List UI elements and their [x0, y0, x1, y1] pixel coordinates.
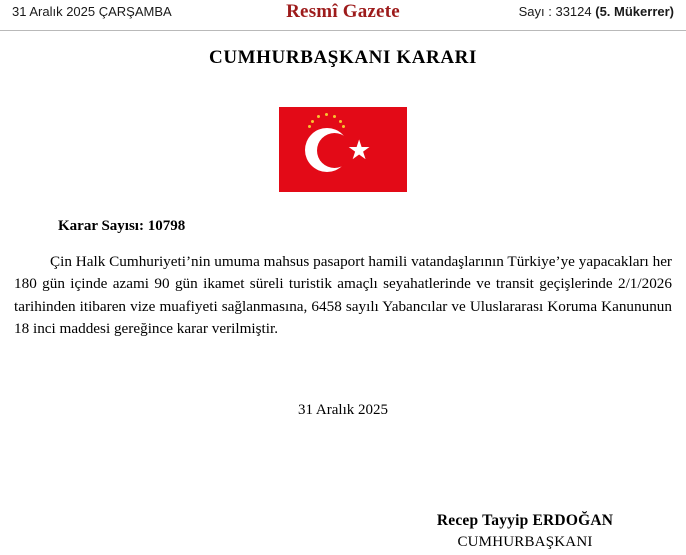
- signature-block: [400, 512, 650, 551]
- masthead-issue: [519, 4, 674, 19]
- decision-number: Karar Sayısı: 10798: [58, 218, 186, 234]
- masthead-date: 31 Aralık 2025 ÇARŞAMBA: [12, 4, 172, 19]
- masthead-title: Resmî Gazete: [286, 1, 400, 22]
- decision-body-text: Çin Halk Cumhuriyeti’nin umuma mahsus pasaport hamili vatandaşlarının Türkiye’ye yapacakları her 180 gün içinde azami 90 gün ikamet süreli turistik amaçlı seyahatlerinde ve transit geçişlerinde 2/1/2026 tarihinden itibaren vize muafiyeti sağlanmasına, 6458 sayılı Yabancılar ve Uluslararası Koruma Kanununun 18 inci maddesi gereğince karar verilmiştir.: [14, 253, 672, 338]
- signature-title: CUMHURBAŞKANI: [457, 534, 593, 550]
- turkish-flag-icon: [279, 107, 407, 192]
- decision-date: 31 Aralık 2025: [298, 402, 388, 419]
- signature-name: Recep Tayyip ERDOĞAN: [436, 512, 614, 529]
- flag-container: [0, 107, 686, 192]
- page-title: CUMHURBAŞKANI KARARI: [209, 47, 477, 68]
- masthead-issue-number: Sayı : 33124: [518, 4, 596, 19]
- masthead: [0, 0, 686, 31]
- masthead-issue-suffix: (5. Mükerrer): [595, 4, 674, 19]
- flag-sun-dots: [307, 113, 347, 127]
